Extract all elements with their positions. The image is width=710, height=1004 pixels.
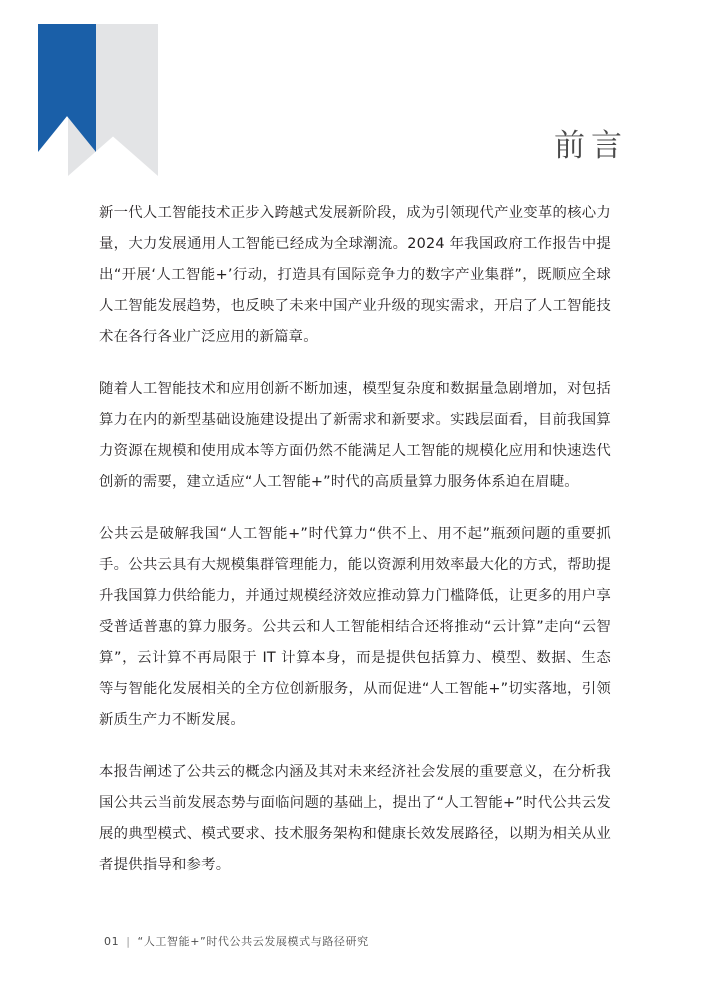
footer-doc-title: “人工智能+”时代公共云发展模式与路径研究 <box>137 935 369 948</box>
page-footer <box>104 933 369 949</box>
paragraph: 随着人工智能技术和应用创新不断加速，模型复杂度和数据量急剧增加，对包括算力在内的新型基础设施建设提出了新需求和新要求。实践层面看，目前我国算力资源在规模和使用成本等方面仍然不能满足人工智能的规模化应用和快速迭代创新的需要，建立适应“人工智能+”时代的高质量算力服务体系迫在眉睫。 <box>99 381 611 490</box>
page-title: 前言 <box>554 128 628 164</box>
footer-page-number: 01 <box>104 934 120 948</box>
paragraph: 本报告阐述了公共云的概念内涵及其对未来经济社会发展的重要意义，在分析我国公共云当前发展态势与面临问题的基础上，提出了“人工智能+”时代公共云发展的典型模式、模式要求、技术服务架构和健康长效发展路径，以期为相关从业者提供指导和参考。 <box>99 764 611 873</box>
paragraph: 公共云是破解我国“人工智能+”时代算力“供不上、用不起”瓶颈问题的重要抓手。公共云具有大规模集群管理能力，能以资源利用效率最大化的方式，帮助提升我国算力供给能力，并通过规模经济效应推动算力门槛降低，让更多的用户享受普适普惠的算力服务。公共云和人工智能相结合还将推动“云计算”走向“云智算”，云计算不再局限于 IT 计算本身，而是提供包括算力、模型、数据、生态等与智能化发展相关的全方位创新服务，从而促进“人工智能+”切实落地，引领新质生产力不断发展。 <box>99 526 611 728</box>
bookmark-ribbon-decoration <box>38 24 158 176</box>
paragraph: 新一代人工智能技术正步入跨越式发展新阶段，成为引领现代产业变革的核心力量，大力发展通用人工智能已经成为全球潮流。2024 年我国政府工作报告中提出“开展‘人工智能+’行动，打造具有国际竞争力的数字产业集群”，既顺应全球人工智能发展趋势，也反映了未来中国产业升级的现实需求，开启了人工智能技术在各行各业广泛应用的新篇章。 <box>99 205 611 345</box>
body-text <box>99 198 611 881</box>
footer-separator: | <box>126 934 131 948</box>
ribbon-blue-shape <box>38 24 96 152</box>
